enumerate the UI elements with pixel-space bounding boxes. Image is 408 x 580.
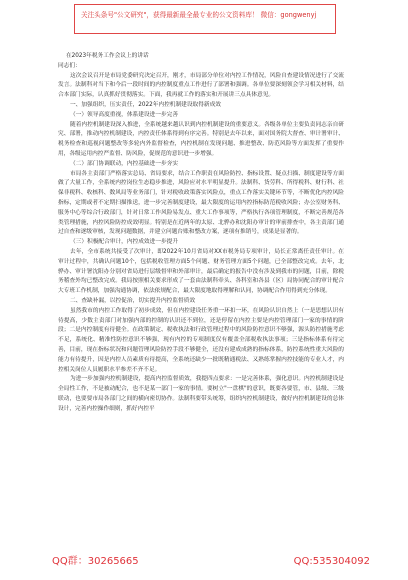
salutation: 同志们： (58, 62, 81, 69)
document-body (58, 52, 344, 534)
banner-line-1: 关注头条号"公文研究"，获得最新最全最专业的公文资料库！ 微信：gongwenyj (81, 11, 317, 19)
paragraph-4: 虽然我市的内控工作取得了初步成效，但在内控建设任务重一环扣一环，在风险认识自然上（一是思想认识有待提高，少数主责部门对加强内部的控制的认识还不到位，还是停留在内控主要是内控管理部门一家的事情的阶段；二是内控制度有待健全。在政策制定、税收执法和行政管理过程中的风险防控意识不够强，源头防控措施考虑不足，系统化、精准性防控意识不够强，现有内控的专项制度仅有覆盖全部税收执法事项；三是指标体系有待完善，目前，现在指标状况和问题管理风险防控手段不够健全，还没有建成成熟的指标体系，防控系统性重大风险的能力有待提升，因是内控人员素质有待提高，全系统还缺少一批既精通税法、又熟练掌握内控技能的专业人才，内控相关岗位人员履职水平参差不齐不足。 (58, 307, 344, 373)
intro-paragraph: 这次会议召开是市局党委研究决定召开，刚才，市局部分单位对内控工作情况，风险自查建设情况进行了交流发言。法制科对当下和今后一段时间的内控制度重点工作进行了部署和强调。各单位要深刻领会学习相关材料，结合本部门实际，认真抓好贯彻落实。下面，我再就工作的落实和开展讲三点具体意见。 (58, 72, 344, 99)
paragraph-5: 为进一步加强内控机制建设，提高内控监督质效，我提四点要求：一是完善体系，强化意识。内控机制建设是全局性工作，不是被动配合，也不是某一部门一家的事情。要树立"一盘棋"的意识，既要各要管，市、县级、三级联动，也要要市局各部门之间的横向密切协作。法制科要带头统筹，组织内控机制建设，做好内控机制建设的总体设计，完善内控操作细则，抓好内控平 (58, 376, 344, 412)
section-heading-2: 二、查缺补漏，以控促治，切实提升内控监督质效 (70, 297, 196, 304)
subsection-heading-2: （二）部门协调联动，内控基础进一步夯实 (70, 160, 179, 167)
watermark-banner (74, 4, 336, 34)
contact-footer (40, 555, 370, 569)
subsection-heading-3: （三）积极配合审计，内控成效进一步提升 (70, 239, 179, 246)
paragraph-2: 市局各主责部门严格落实总局、省局要求，结合工作职责在风险防控、指标设置、疑点扫描、制度建设等方面做了大量工作，全系统内控岗位生态稳步推进，风险应对水平明显提升。法制科、货劳科、所得税科、财行科、社保非税科、收核科、数风局等业务部门，针对税收政策落实风险点，重点工作落实关键环节等，不断优化内控风险指标，定期或者不定期扫描推送，进一步完善制度建设，最大限度的运用内控指标防范税收风险；办公室财务科、服务中心等综合行政部门，针对日常工作风险易发点、重大工作事项等，严格执行各项管理制度，不断完善规范各类管理措施，内控风险防控成效明显。特别是在近两年的太原、北骅办和沈阳办审计的审前排查中，各主责部门通过自查和逐级审核，发现问题数据，并建立问题台账和整改方案，逐项有推销号，成果是显著的。 (58, 170, 344, 236)
document-title: 在2023年税务工作会议上的讲话 (66, 53, 149, 59)
paragraph-3: 去年，全市系统共接受了次审计，即2022年10月省局对XX市税务局专项审计，局长正常离任责任审计。在审计过程中，共确认问题10个，包括税收管理方面5个问题、财务管理方面5个问题，已全部整改完成。去年，北骅办、审计署沈阳办分别对省局进行层级督审和外部审计，最后确定的报告中没有涉及到我市的问题，目前，除税务稽查外均已整改完成。我局按照相关要求形成了一套由法制科牵头、各科室和各县（区）局协同配合的审计配合大专班工作机制，加强沟通协调，依法依规配合，最大限度地取得理解和认同，协调配合作用得到充分体现。 (58, 248, 344, 295)
qq-contact-label: QQ:535304092 (293, 556, 370, 567)
paragraph-1: 随着内控机制建设深入推进，全系统越来越认识到内控机制建设的重要意义。各级各单位主要负责同志亲自研究、部署，推动内控机制建设，内控责任体系得到有序完善。特别是去年以来，面对国务院大督查、审计署审计、税务检查和巡视问题整改等多轮内外监督检查，内控机制在发现问题、推进整改、防范风险等方面发挥了重要作用，各级运用内控严监督、防风险，促规范的意识进一步增强。 (58, 121, 344, 157)
subsection-heading-1: （一）领导高度重视，体系建设进一步完善 (70, 111, 179, 118)
qq-group-label: QQ群：30265665 (52, 556, 139, 567)
section-heading-1: 一、加强组织，压实责任，2022年内控机制建设取得新成效 (70, 101, 221, 108)
